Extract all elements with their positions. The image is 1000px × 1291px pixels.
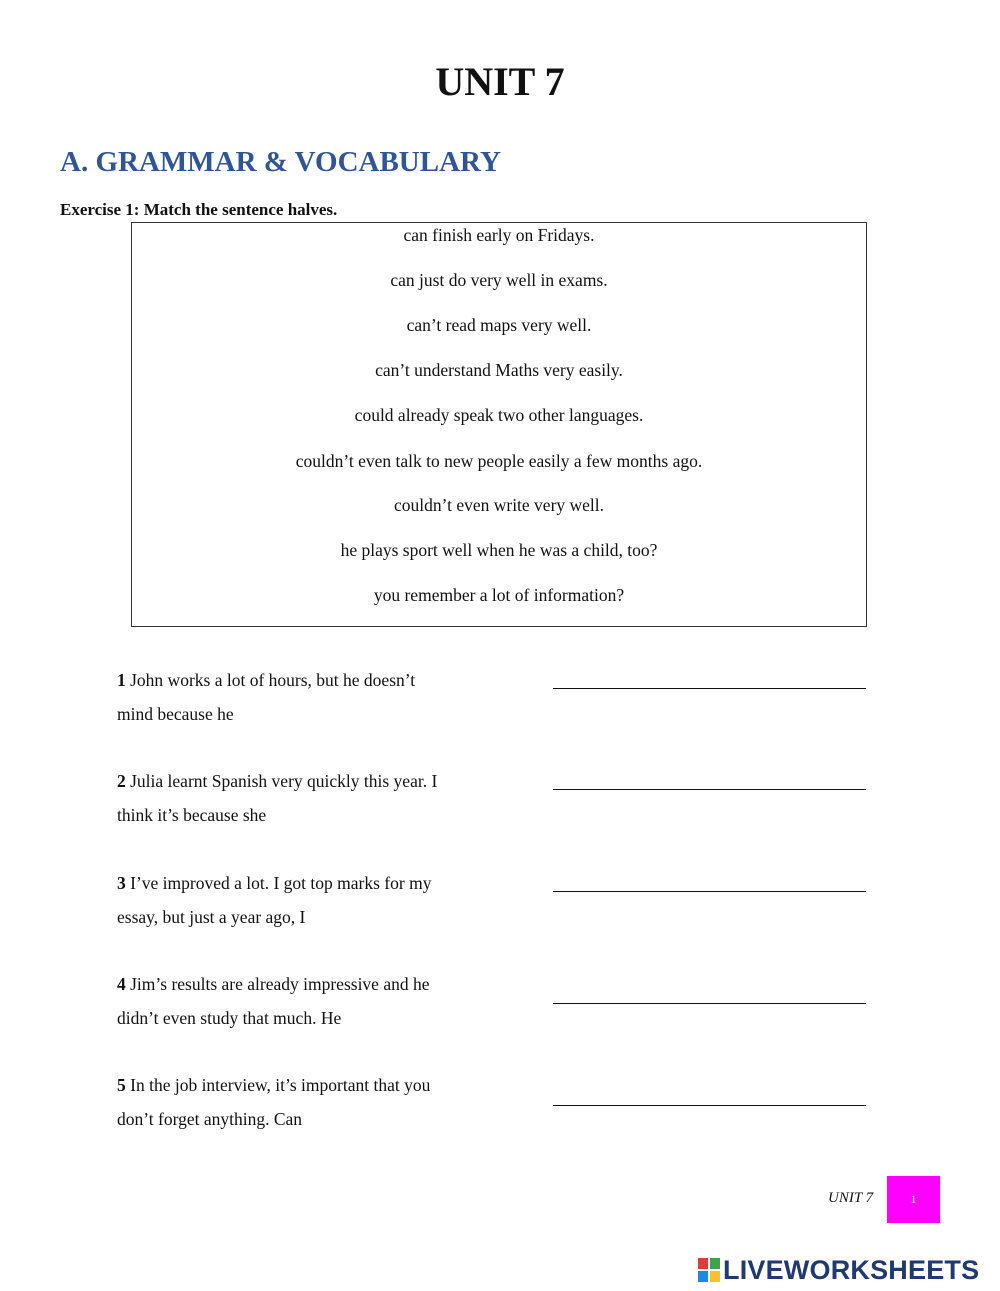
question-1 (117, 663, 537, 731)
question-text: I’ve improved a lot. I got top marks for my (130, 873, 432, 893)
sentence-ending: couldn’t even write very well. (393, 495, 605, 515)
sentence-ending: could already speak two other languages. (354, 405, 644, 425)
page-number-badge: 1 (887, 1176, 940, 1223)
answer-field-4[interactable] (553, 1003, 866, 1004)
question-text: In the job interview, it’s important that you (130, 1075, 431, 1095)
question-2 (117, 764, 537, 832)
question-number: 2 (117, 771, 126, 791)
question-number: 5 (117, 1075, 126, 1095)
question-number: 4 (117, 974, 126, 994)
section-heading: A. GRAMMAR & VOCABULARY (60, 146, 501, 178)
question-3 (117, 866, 537, 934)
sentence-ending: can’t read maps very well. (406, 315, 592, 335)
sentence-ending: can finish early on Fridays. (403, 225, 595, 245)
answer-field-5[interactable] (553, 1105, 866, 1106)
question-number: 1 (117, 670, 126, 690)
question-5 (117, 1068, 537, 1136)
sentence-ending: he plays sport well when he was a child, too? (340, 540, 658, 560)
liveworksheets-logo-icon (698, 1258, 720, 1282)
question-text: Jim’s results are already impressive and he (130, 974, 430, 994)
question-4 (117, 967, 537, 1035)
footer-unit-label: UNIT 7 (828, 1190, 874, 1206)
liveworksheets-brand (698, 1252, 979, 1288)
answer-field-3[interactable] (553, 891, 866, 892)
question-text: Julia learnt Spanish very quickly this year. I (130, 771, 438, 791)
brand-name: LIVEWORKSHEETS (723, 1254, 980, 1285)
question-number: 3 (117, 873, 126, 893)
sentence-endings-box (131, 222, 867, 627)
question-text: John works a lot of hours, but he doesn’t (130, 670, 416, 690)
question-text: don’t forget anything. Can (117, 1109, 303, 1129)
question-text: essay, but just a year ago, I (117, 907, 306, 927)
question-text: didn’t even study that much. He (117, 1008, 342, 1028)
sentence-ending: couldn’t even talk to new people easily a few months ago. (295, 451, 703, 471)
question-text: mind because he (117, 704, 234, 724)
answer-field-1[interactable] (553, 688, 866, 689)
question-text: think it’s because she (117, 805, 267, 825)
sentence-ending: can’t understand Maths very easily. (375, 360, 623, 380)
unit-title: UNIT 7 (435, 59, 565, 104)
sentence-ending: you remember a lot of information? (373, 585, 625, 605)
sentence-ending: can just do very well in exams. (390, 270, 608, 290)
answer-field-2[interactable] (553, 789, 866, 790)
exercise-title: Exercise 1: Match the sentence halves. (60, 200, 338, 219)
